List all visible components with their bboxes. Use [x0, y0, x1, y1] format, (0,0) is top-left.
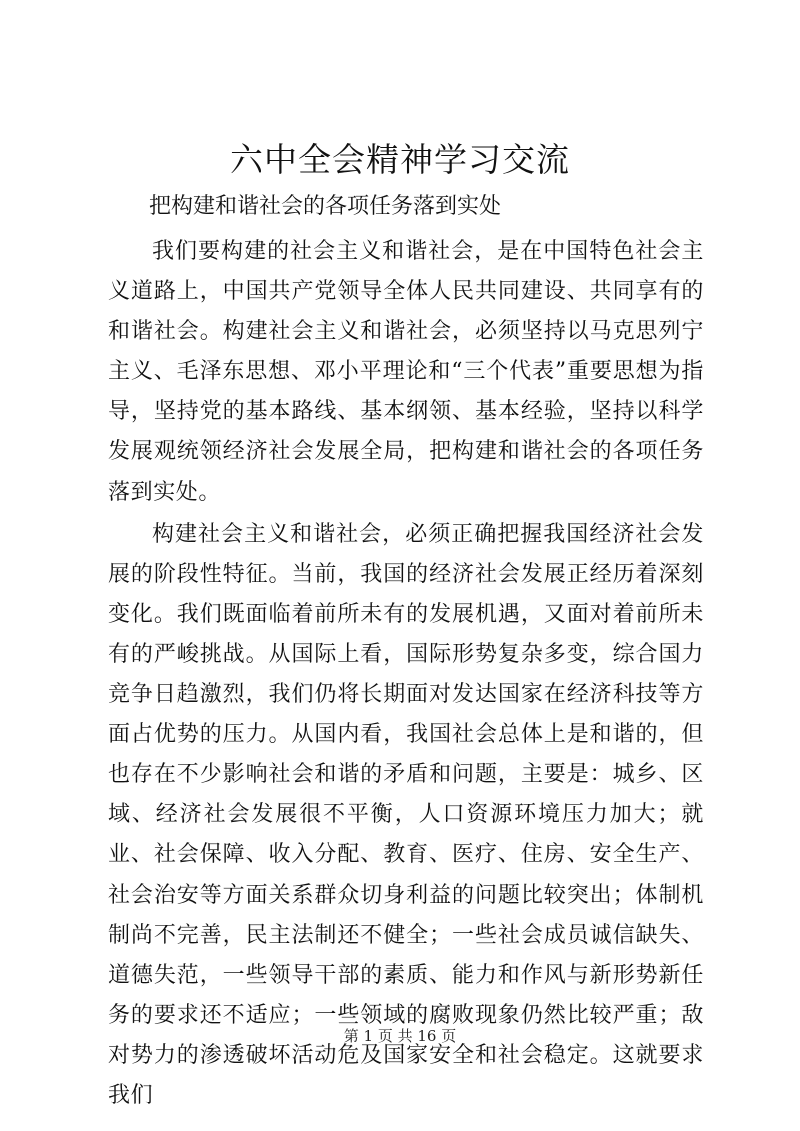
- document-title: 六中全会精神学习交流: [230, 140, 570, 179]
- page-footer: 第 1 页 共 16 页: [343, 1027, 457, 1045]
- document-body: [108, 232, 704, 1116]
- document-subtitle: 把构建和谐社会的各项任务落到实处: [149, 194, 502, 219]
- paragraph-2: 构建社会主义和谐社会，必须正确把握我国经济社会发展的阶段性特征。当前，我国的经济社会发展正经历着深刻变化。我们既面临着前所未有的发展机遇，又面对着前所未有的严峻挑战。从国际上看，国际形势复杂多变，综合国力竞争日趋激烈，我们仍将长期面对发达国家在经济科技等方面占优势的压力。从国内看，我国社会总体上是和谐的，但也存在不少影响社会和谐的矛盾和问题，主要是：城乡、区域、经济社会发展很不平衡，人口资源环境压力加大；就业、社会保障、收入分配、教育、医疗、住房、安全生产、社会治安等方面关系群众切身利益的问题比较突出；体制机制尚不完善，民主法制还不健全；一些社会成员诚信缺失、道德失范，一些领导干部的素质、能力和作风与新形势新任务的要求还不适应；一些领域的腐败现象仍然比较严重；敌对势力的渗透破坏活动危及国家安全和社会稳定。这就要求我们: [108, 521, 704, 1108]
- paragraph-1: 我们要构建的社会主义和谐社会，是在中国特色社会主义道路上，中国共产党领导全体人民共同建设、共同享有的和谐社会。构建社会主义和谐社会，必须坚持以马克思列宁主义、毛泽东思想、邓小平理论和“三个代表”重要思想为指导，坚持党的基本路线、基本纲领、基本经验，坚持以科学发展观统领经济社会发展全局，把构建和谐社会的各项任务落到实处。: [108, 239, 704, 505]
